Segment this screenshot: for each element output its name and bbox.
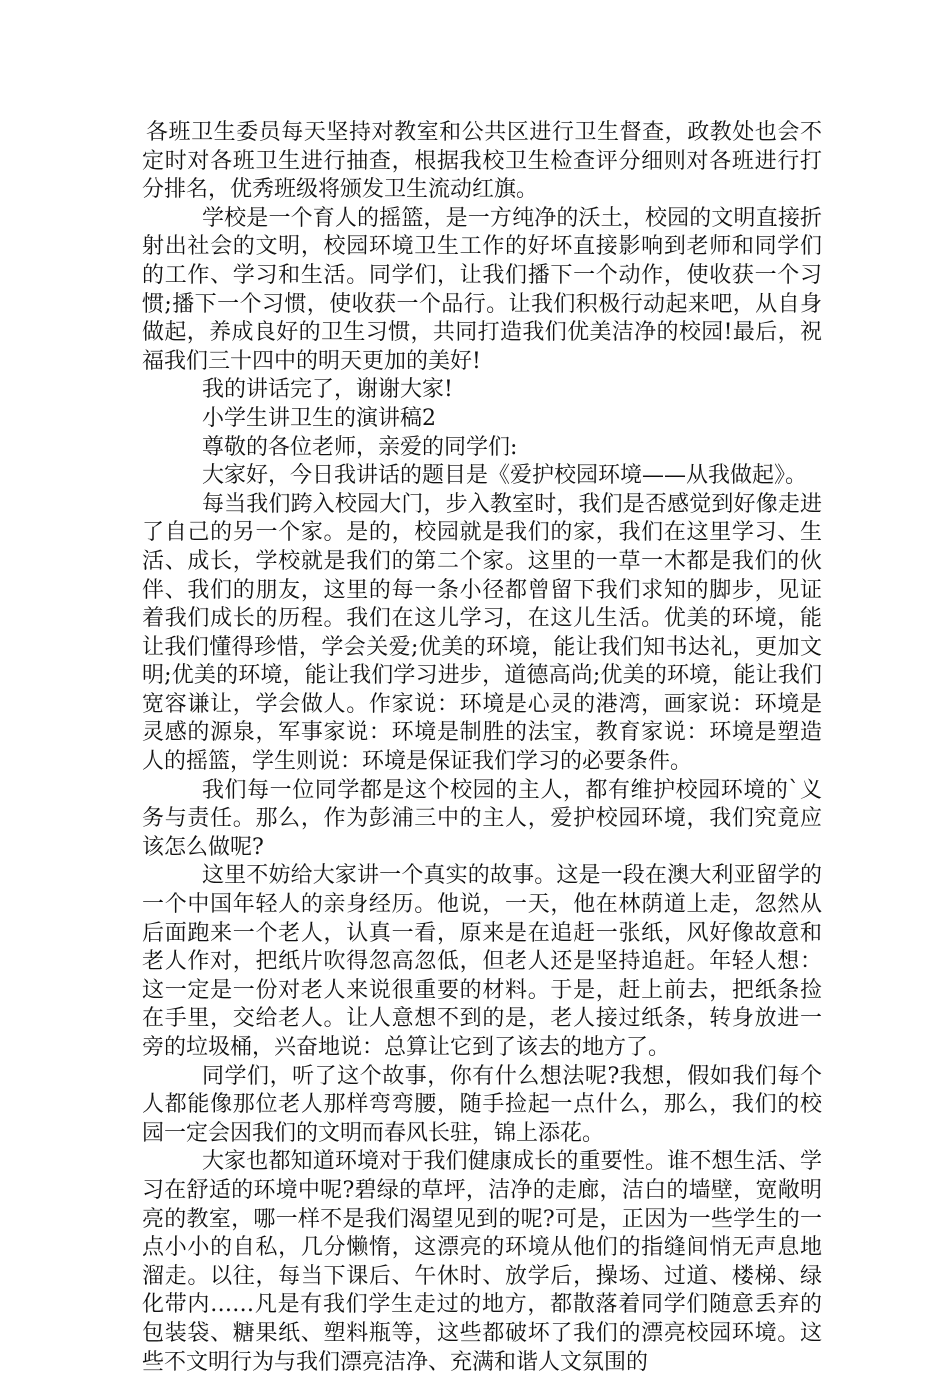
paragraph-school-cradle: 学校是一个育人的摇篮，是一方纯净的沃土，校园的文明直接折射出社会的文明，校园环境卫生工作的好坏直接影响到老师和同学们的工作、学习和生活。同学们，让我们播下一个动作，使收获一个习惯;播下一个习惯，使收获一个品行。让我们积极行动起来吧，从自身做起，养成良好的卫生习惯，共同打造我们优美洁净的校园!最后，祝福我们三十四中的明天更加的美好!	[142, 205, 822, 374]
paragraph-responsibility: 我们每一位同学都是这个校园的主人，都有维护校园环境的`义务与责任。那么，作为彭浦三中的主人，爱护校园环境，我们究竟应该怎么做呢?	[142, 777, 822, 860]
paragraph-true-story: 这里不妨给大家讲一个真实的故事。这是一段在澳大利亚留学的一个中国年轻人的亲身经历。他说，一天，他在林荫道上走，忽然从后面跑来一个老人，认真一看，原来是在追赶一张纸，风好像故意和老人作对，把纸片吹得忽高忽低，但老人还是坚持追赶。年轻人想：这一定是一份对老人来说很重要的材料。于是，赶上前去，把纸条捡在手里，交给老人。让人意想不到的是，老人接过纸条，转身放进一旁的垃圾桶，兴奋地说：总算让它到了该去的地方了。	[142, 863, 822, 1060]
paragraph-closing-thanks: 我的讲话完了，谢谢大家!	[202, 377, 453, 403]
paragraph-hygiene-inspection: 各班卫生委员每天坚持对教室和公共区进行卫生督查，政教处也会不定时对各班卫生进行抽查，根据我校卫生检查评分细则对各班进行打分排名，优秀班级将颁发卫生流动红旗。	[142, 120, 822, 203]
paragraph-salutation: 尊敬的各位老师，亲爱的同学们:	[202, 434, 518, 460]
speech-title: 小学生讲卫生的演讲稿2	[202, 405, 436, 431]
paragraph-campus-home: 每当我们跨入校园大门，步入教室时，我们是否感觉到好像走进了自己的另一个家。是的，校园就是我们的家，我们在这里学习、生活、成长，学校就是我们的第二个家。这里的一草一木都是我们的伙伴、我们的朋友，这里的每一条小径都曾留下我们求知的脚步，见证着我们成长的历程。我们在这儿学习，在这儿生活。优美的环境，能让我们懂得珍惜，学会关爱;优美的环境，能让我们知书达礼，更加文明;优美的环境，能让我们学习进步，道德高尚;优美的环境，能让我们宽容谦让，学会做人。作家说：环境是心灵的港湾，画家说：环境是灵感的源泉，军事家说：环境是制胜的法宝，教育家说：环境是塑造人的摇篮，学生则说：环境是保证我们学习的必要条件。	[142, 491, 822, 775]
paragraph-greeting-topic: 大家好，今日我讲话的题目是《爱护校园环境——从我做起》。	[202, 463, 808, 489]
paragraph-story-reflection: 同学们，听了这个故事，你有什么想法呢?我想，假如我们每个人都能像那位老人那样弯弯腰，随手捡起一点什么，那么，我们的校园一定会因我们的文明而春风长驻，锦上添花。	[142, 1063, 822, 1146]
document-body	[142, 119, 822, 1377]
paragraph-environment-importance: 大家也都知道环境对于我们健康成长的重要性。谁不想生活、学习在舒适的环境中呢?碧绿的草坪，洁净的走廊，洁白的墙壁，宽敞明亮的教室，哪一样不是我们渴望见到的呢?可是，正因为一些学生的一点小小的自私，几分懒惰，这漂亮的环境从他们的指缝间悄无声息地溜走。以往，每当下课后、午休时、放学后，操场、过道、楼梯、绿化带内……凡是有我们学生走过的地方，都散落着同学们随意丢弃的包装袋、糖果纸、塑料瓶等，这些都破坏了我们的漂亮校园环境。这些不文明行为与我们漂亮洁净、充满和谐人文氛围的	[142, 1149, 822, 1375]
